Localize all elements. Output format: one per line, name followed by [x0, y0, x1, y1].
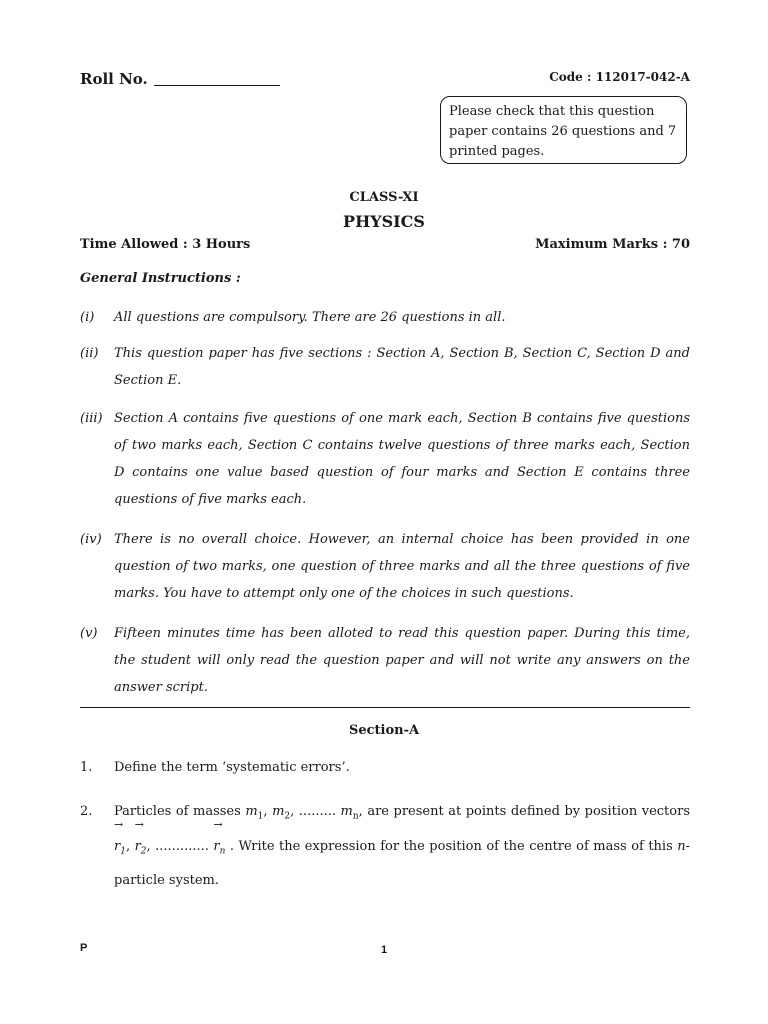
instructions-heading: General Instructions :: [80, 271, 241, 286]
question-text: Particles of masses $m_1$, $m_2$, ......... $m_n$, are present at points defined by position vectors → $r_1$, → $r_2$, ............. → $r_n$ . Write the expression for the position of the centre of mass of this n-particle system.: [114, 797, 690, 895]
position-vector-r1: → $r_1$: [114, 832, 126, 867]
roll-number-label: Roll No.: [80, 70, 148, 88]
question-2: [80, 797, 690, 895]
subject-title: PHYSICS: [343, 212, 425, 231]
instruction-item: [80, 304, 690, 331]
instruction-text: There is no overall choice. However, an internal choice has been provided in one question of two marks, one question of three marks and all the three questions of five marks. You have to attempt only one of the choices in such questions.: [114, 532, 690, 601]
page-number: 1: [380, 944, 388, 956]
time-allowed: Time Allowed : 3 Hours: [80, 237, 251, 252]
section-a-title: Section-A: [348, 723, 420, 738]
roll-number-blank: [154, 85, 280, 86]
instruction-number: (ii): [80, 346, 99, 361]
instruction-text: All questions are compulsory. There are 26 questions in all.: [114, 310, 506, 325]
instruction-text: Section A contains five questions of one mark each, Section B contains five questions of two marks each, Section C contains twelve questions of three marks each, Section D contains one value based question of four marks and Section E contains three questions of five marks each.: [114, 411, 690, 507]
instruction-item: [80, 405, 690, 513]
instruction-number: (iv): [80, 532, 102, 547]
class-title: CLASS-XI: [349, 190, 419, 205]
roll-number-field: [80, 70, 280, 88]
question-text: Define the term ‘systematic errors’.: [114, 760, 350, 775]
page-count-notice: Please check that this question paper contains 26 questions and 7 printed pages.: [440, 96, 687, 164]
instruction-number: (v): [80, 626, 98, 641]
position-vector-rn: → $r_n$: [213, 832, 225, 867]
question-1: [80, 753, 690, 782]
position-vector-r2: → $r_2$: [135, 832, 147, 867]
question-number: 1.: [80, 760, 93, 775]
instruction-item: [80, 620, 690, 701]
maximum-marks: Maximum Marks : 70: [535, 237, 690, 252]
instruction-item: [80, 526, 690, 607]
instruction-item: [80, 340, 690, 394]
paper-code: Code : 112017-042-A: [549, 70, 690, 84]
footer-letter: P: [80, 942, 88, 954]
instruction-text: This question paper has five sections : Section A, Section B, Section C, Section D and Section E.: [114, 346, 690, 388]
instruction-number: (i): [80, 310, 95, 325]
section-divider: [80, 707, 690, 708]
instruction-text: Fifteen minutes time has been alloted to read this question paper. During this time, the student will only read the question paper and will not write any answers on the answer script.: [114, 626, 690, 695]
question-number: 2.: [80, 804, 93, 819]
instruction-number: (iii): [80, 411, 103, 426]
